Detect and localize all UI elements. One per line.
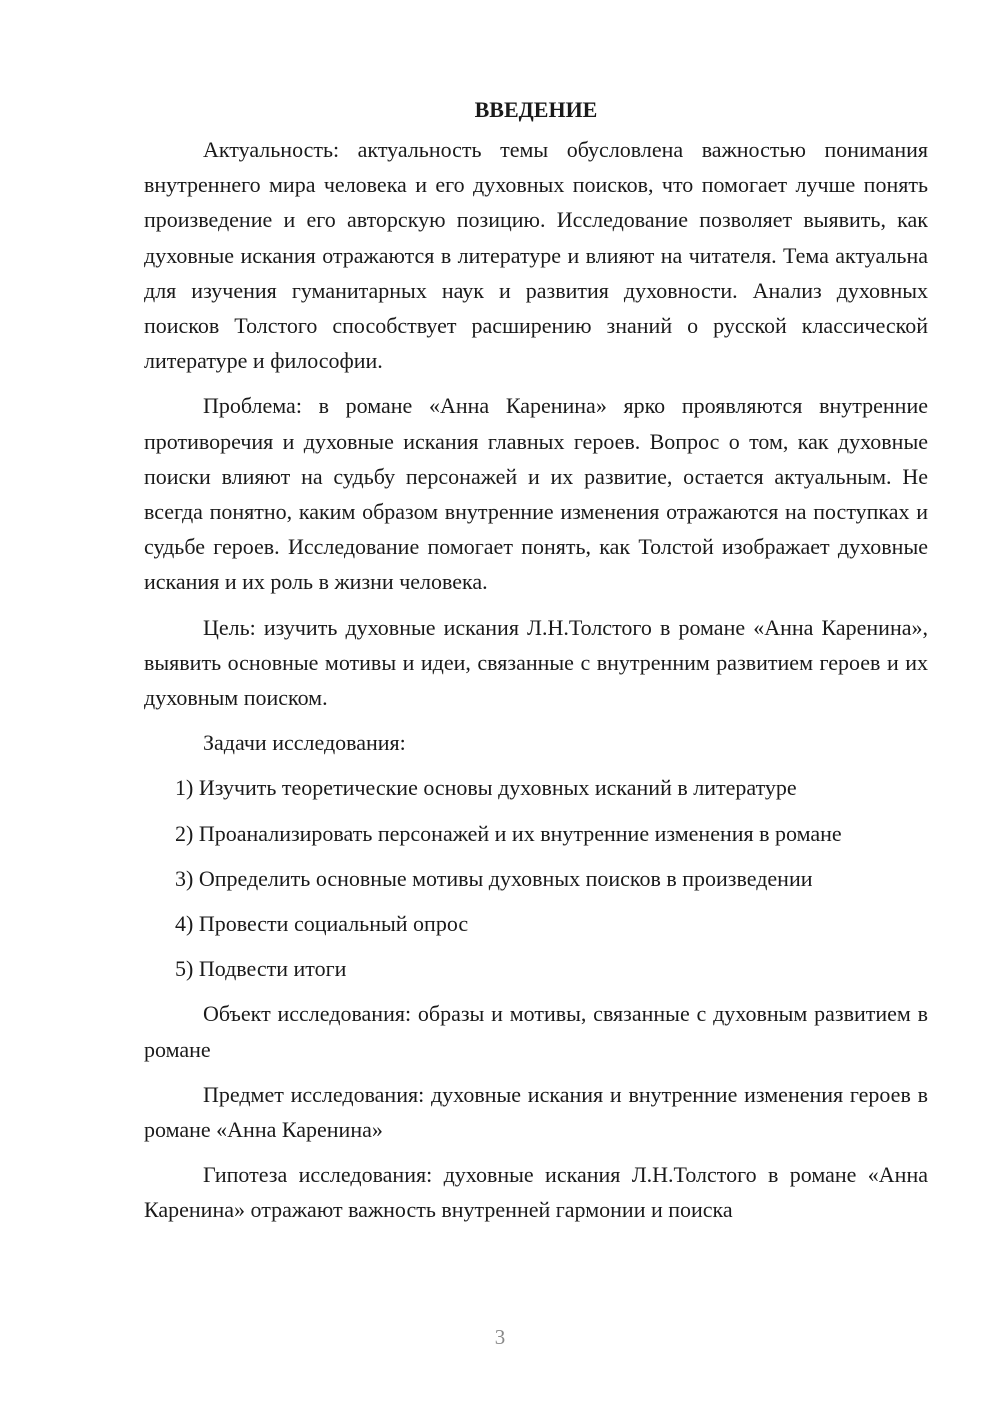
document-page	[144, 96, 928, 1228]
task-item: 1) Изучить теоретические основы духовных исканий в литературе	[175, 775, 797, 801]
task-item: 5) Подвести итоги	[175, 956, 347, 982]
paragraph-hypothesis: Гипотеза исследования: духовные искания Л.Н.Толстого в романе «Анна Каренина» отражают важность внутренней гармонии и поиска	[144, 1162, 928, 1223]
paragraph-problem: Проблема: в романе «Анна Каренина» ярко проявляются внутренние противоречия и духовные искания главных героев. Вопрос о том, как духовные поиски влияют на судьбу персонажей и их развитие, остается актуальным. Не всегда понятно, каким образом внутренние изменения отражаются на поступках и судьбе героев. Исследование помогает понять, как Толстой изображает духовные искания и их роль в жизни человека.	[144, 393, 928, 595]
task-item: 2) Проанализировать персонажей и их внутренние изменения в романе	[175, 820, 842, 846]
paragraph-subject: Предмет исследования: духовные искания и внутренние изменения героев в романе «Анна Каренина»	[144, 1081, 928, 1143]
tasks-heading: Задачи исследования:	[203, 730, 406, 756]
page-title: ВВЕДЕНИЕ	[474, 97, 598, 122]
paragraph-goal: Цель: изучить духовные искания Л.Н.Толстого в романе «Анна Каренина», выявить основные мотивы и идеи, связанные с внутренним развитием героев и их духовным поиском.	[144, 614, 928, 711]
paragraph-relevance: Актуальность: актуальность темы обусловлена важностью понимания внутреннего мира человека и его духовных поисков, что помогает лучше понять произведение и его авторскую позицию. Исследование позволяет выявить, как духовные искания отражаются в литературе и влияют на читателя. Тема актуальна для изучения гуманитарных наук и развития духовности. Анализ духовных поисков Толстого способствует расширению знаний о русской классической литературе и философии.	[144, 137, 928, 374]
task-item: 4) Провести социальный опрос	[175, 911, 469, 937]
task-item: 3) Определить основные мотивы духовных поисков в произведении	[175, 865, 813, 891]
page-number: 3	[494, 1325, 506, 1349]
tasks-list	[144, 770, 928, 986]
paragraph-object: Объект исследования: образы и мотивы, связанные с духовным развитием в романе	[144, 1001, 928, 1062]
